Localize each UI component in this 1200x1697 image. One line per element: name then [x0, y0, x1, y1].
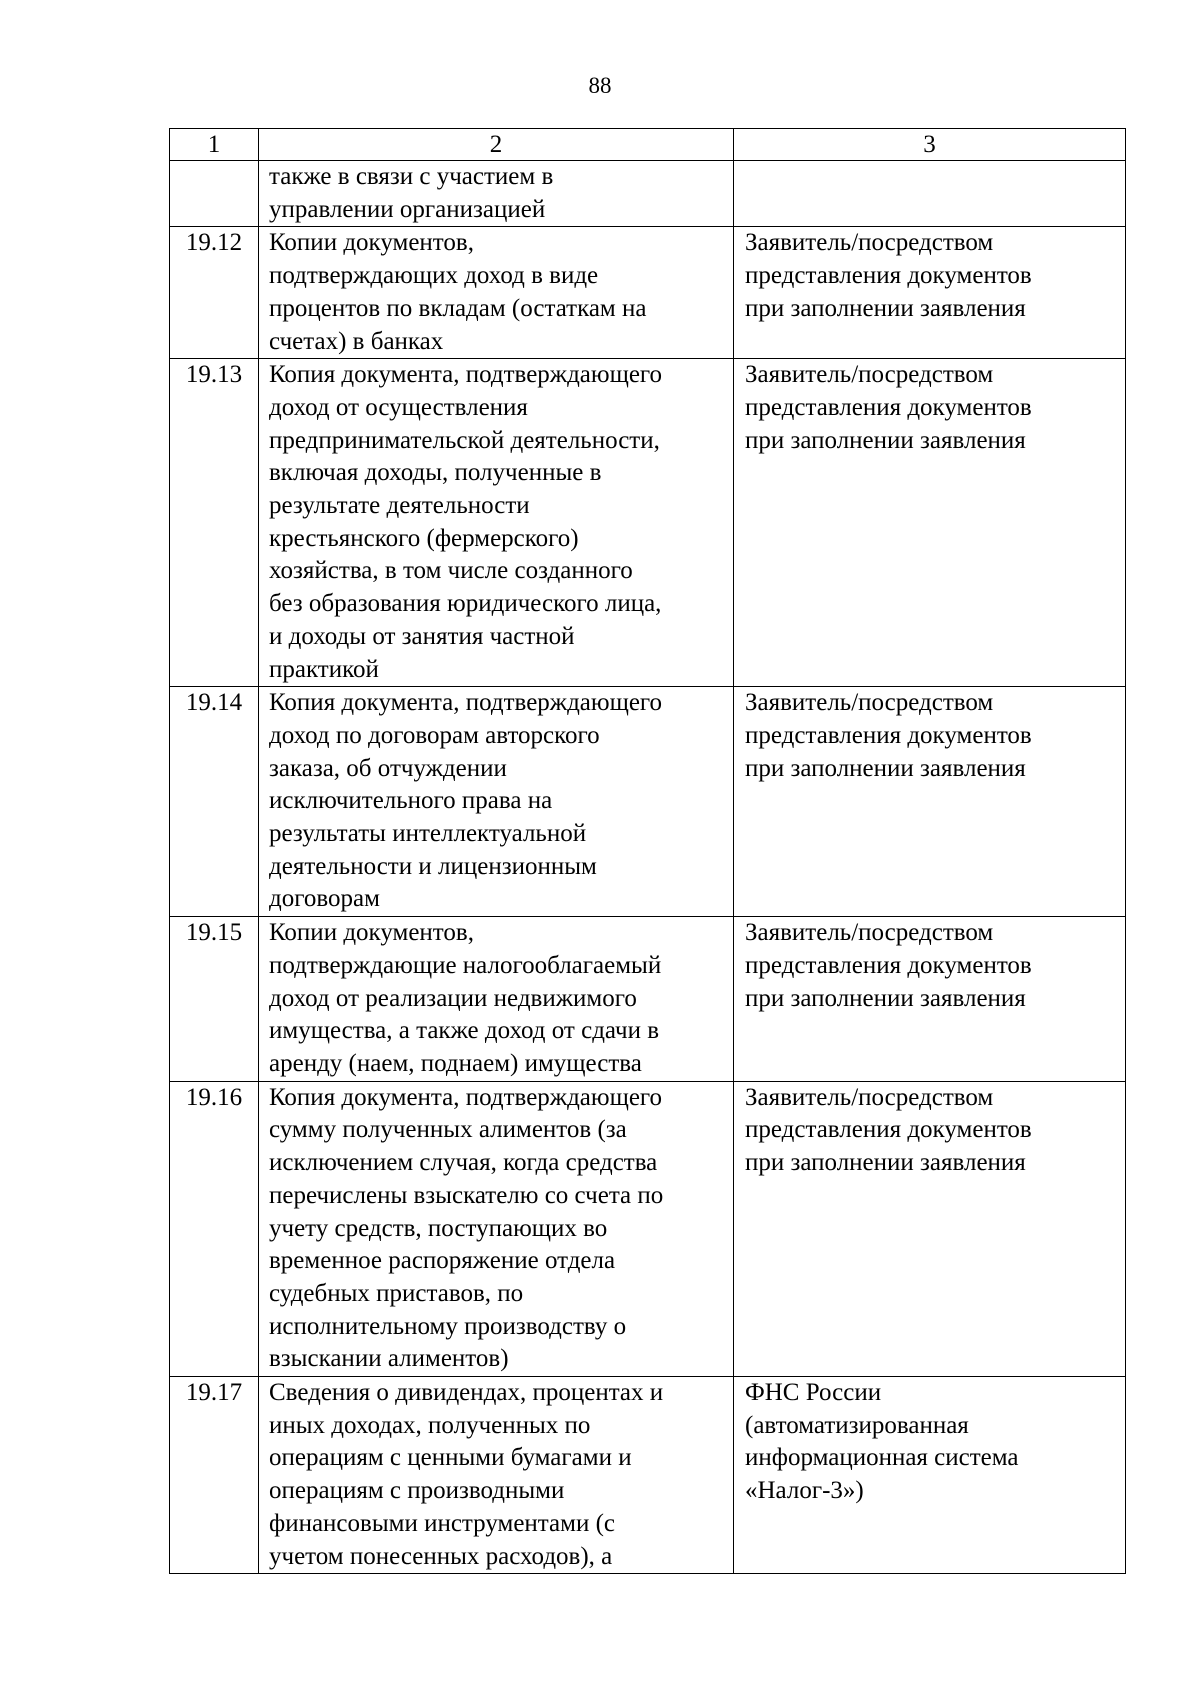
row-number [170, 161, 259, 227]
column-header-document: 2 [259, 129, 734, 161]
page-number: 88 [588, 73, 612, 98]
row-number [170, 917, 259, 1082]
source-text: ФНС России (автоматизированная информационная система «Налог-3») [745, 1379, 1019, 1505]
column-header-number: 1 [170, 129, 259, 161]
table-row [170, 917, 1126, 1082]
row-number [170, 687, 259, 917]
document-cell [259, 161, 734, 227]
row-number-text: 19.13 [185, 361, 243, 389]
source-text: Заявитель/посредством представления документов при заполнении заявления [745, 229, 1032, 322]
row-number-text: 19.12 [185, 229, 243, 257]
document-cell [259, 227, 734, 359]
table-row [170, 359, 1126, 687]
row-number-text: 19.14 [185, 689, 243, 717]
document-text: Копии документов, подтверждающих доход в виде процентов по вкладам (остаткам на счетах) в банках [269, 229, 647, 355]
row-number [170, 227, 259, 359]
source-text: Заявитель/посредством представления документов при заполнении заявления [745, 361, 1032, 454]
table-row [170, 227, 1126, 359]
document-text: Сведения о дивидендах, процентах и иных доходах, полученных по операциям с ценными бумагами и операциям с производными финансовыми инструментами (с учетом понесенных расходов), а [269, 1379, 664, 1570]
table-header-row [170, 129, 1126, 161]
source-cell [734, 917, 1126, 1082]
source-cell [734, 161, 1126, 227]
document-text: Копии документов, подтверждающие налогооблагаемый доход от реализации недвижимого имущества, а также доход от сдачи в аренду (наем, поднаем) имущества [269, 919, 662, 1077]
table-row [170, 687, 1126, 917]
document-text: Копия документа, подтверждающего доход от осуществления предпринимательской деятельности, включая доходы, полученные в результате деятельности крестьянского (фермерского) хозяйства, в том числе созданного без образования юридического лица, и доходы от занятия частной практикой [269, 361, 663, 683]
table-row [170, 1377, 1126, 1574]
document-cell [259, 687, 734, 917]
source-cell [734, 1081, 1126, 1376]
source-cell [734, 227, 1126, 359]
documents-table [169, 128, 1126, 1574]
row-number-text: 19.17 [185, 1379, 243, 1407]
source-cell [734, 359, 1126, 687]
row-number-text: 19.16 [185, 1083, 243, 1111]
source-cell [734, 1377, 1126, 1574]
document-cell [259, 1377, 734, 1574]
source-cell [734, 687, 1126, 917]
source-text: Заявитель/посредством представления документов при заполнении заявления [745, 919, 1032, 1012]
document-text: Копия документа, подтверждающего доход по договорам авторского заказа, об отчуждении исключительного права на результаты интеллектуальной деятельности и лицензионным договорам [269, 689, 663, 913]
table-row [170, 1081, 1126, 1376]
row-number-text: 19.15 [185, 919, 243, 947]
document-text: также в связи с участием в управлении организацией [269, 163, 554, 223]
row-number [170, 1377, 259, 1574]
row-number [170, 1081, 259, 1376]
row-number [170, 359, 259, 687]
document-cell [259, 1081, 734, 1376]
table-row [170, 161, 1126, 227]
document-cell [259, 917, 734, 1082]
source-text: Заявитель/посредством представления документов при заполнении заявления [745, 1083, 1032, 1177]
source-text: Заявитель/посредством представления документов при заполнении заявления [745, 689, 1032, 782]
document-text: Копия документа, подтверждающего сумму полученных алиментов (за исключением случая, когда средства перечислены взыскателю со счета по учету средств, поступающих во временное распоряжение отдела судебных приставов, по исполнительному производству о взыскании алиментов) [269, 1083, 664, 1373]
column-header-source: 3 [734, 129, 1126, 161]
document-cell [259, 359, 734, 687]
